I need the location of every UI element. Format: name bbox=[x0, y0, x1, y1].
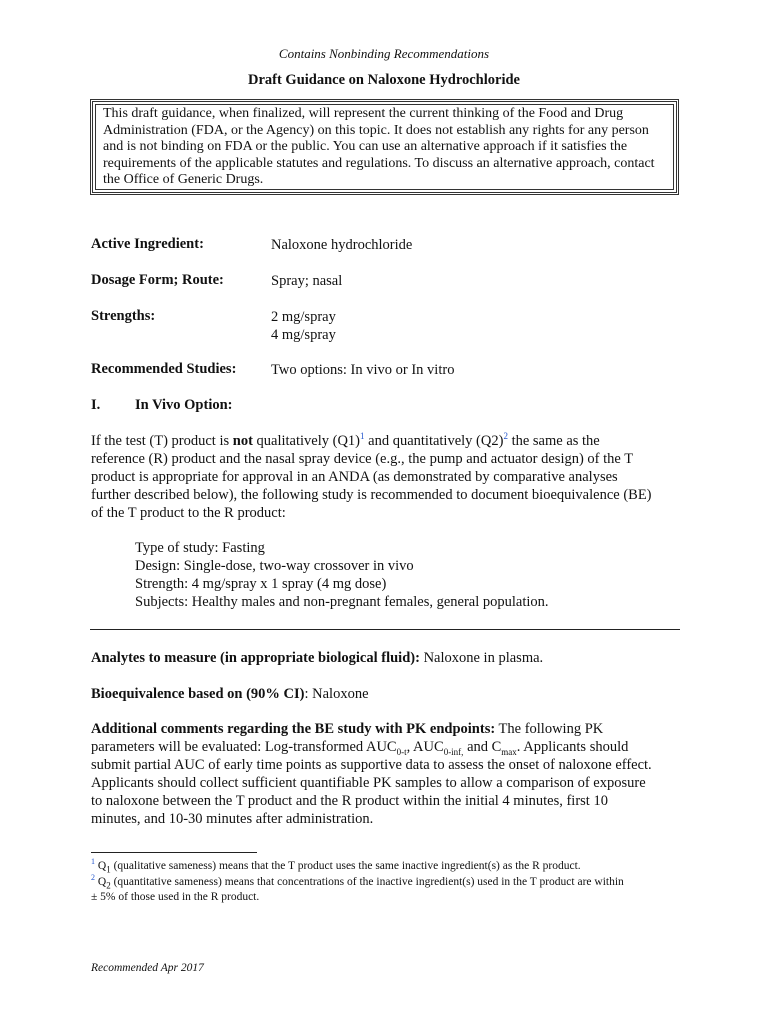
paragraph-line: product is appropriate for approval in an ANDA (as demonstrated by comparative analyses bbox=[91, 469, 618, 485]
active-ingredient-value: Naloxone hydrochloride bbox=[271, 237, 413, 253]
dosage-form-value: Spray; nasal bbox=[271, 273, 343, 289]
paragraph-line: If the test (T) product is not qualitatively $(Q1)^1$ and quantitatively $(Q2)^2$ the same as the bbox=[91, 431, 600, 449]
recommended-studies-value: Two options: In vivo or In vitro bbox=[271, 362, 455, 378]
study-item: Type of study: Fasting bbox=[135, 540, 265, 556]
footnote-ref-1[interactable]: 1 bbox=[360, 431, 365, 442]
section-title: In Vivo Option: bbox=[135, 397, 233, 413]
paragraph-line: Applicants should collect sufficient quantifiable PK samples to allow a comparison of exposure bbox=[91, 775, 646, 791]
paragraph-line: to naloxone between the T product and the R product within the initial 4 minutes, first 10 bbox=[91, 793, 608, 809]
paragraph-line: reference (R) product and the nasal spray device (e.g., the pump and actuator design) of the T bbox=[91, 451, 634, 467]
analytes-line bbox=[91, 649, 681, 667]
disclaimer-line: and is not binding on FDA or the public. You can use an alternative approach if it satisfies the bbox=[103, 139, 628, 154]
paragraph-line: Additional comments regarding the BE study with PK endpoints: The following PK bbox=[91, 721, 604, 737]
study-item: Design: Single-dose, two-way crossover in vivo bbox=[135, 558, 414, 574]
strength-item: 2 mg/spray bbox=[271, 309, 336, 325]
disclaimer-text bbox=[103, 106, 663, 189]
paragraph-line: parameters will be evaluated: Log-transformed $AUC_{0-t}$, $AUC_{0-inf,}$ and $C_{max}$. Applicants should bbox=[91, 739, 629, 757]
page-footer: Recommended Apr 2017 bbox=[91, 962, 204, 974]
strengths-label: Strengths: bbox=[91, 308, 156, 324]
paragraph-line: minutes, and 10-30 minutes after administration. bbox=[91, 811, 374, 827]
study-design-list bbox=[135, 539, 549, 611]
disclaimer-line: the Office of Generic Drugs. bbox=[103, 172, 264, 187]
section-number: I. bbox=[91, 397, 101, 413]
disclaimer-line: requirements of the applicable statutes and regulations. To discuss an alternative approach, contact bbox=[103, 155, 655, 171]
paragraph-line: of the T product to the R product: bbox=[91, 505, 286, 521]
footnote-2: $^2$ $Q_2$ (quantitative sameness) means that concentrations of the inactive ingredient(s) used in the T product are within ± 5% of those used in the R product. bbox=[91, 873, 624, 903]
study-item: Strength: 4 mg/spray x 1 spray (4 mg dose) bbox=[135, 576, 387, 592]
footnote-number: 2 bbox=[91, 873, 95, 883]
recommended-studies-label: Recommended Studies: bbox=[91, 361, 237, 377]
bioequivalence-label: Bioequivalence based on (90% CI) bbox=[91, 686, 305, 702]
disclaimer-line: This draft guidance, when finalized, will represent the current thinking of the Food and Drug bbox=[103, 106, 624, 121]
in-vivo-paragraph bbox=[91, 432, 681, 522]
footnote-rule bbox=[91, 852, 257, 853]
study-item: Subjects: Healthy males and non-pregnant females, general population. bbox=[135, 594, 549, 610]
document-title: Draft Guidance on Naloxone Hydrochloride bbox=[247, 72, 520, 88]
paragraph-line: further described below), the following study is recommended to document bioequivalence (BE) bbox=[91, 487, 652, 503]
additional-comments bbox=[91, 720, 681, 828]
bioequivalence-line bbox=[91, 685, 681, 703]
paragraph-line: submit partial AUC of early time points as supportive data to assess the onset of naloxone effect. bbox=[91, 757, 652, 773]
additional-label: Additional comments regarding the BE study with PK endpoints: bbox=[91, 721, 496, 737]
disclaimer-line: Administration (FDA, or the Agency) on this topic. It does not establish any rights for any person bbox=[103, 122, 649, 138]
emphasis-not: not bbox=[232, 433, 253, 449]
analytes-value: Naloxone in plasma. bbox=[419, 650, 544, 666]
footnote-ref-2[interactable]: 2 bbox=[503, 431, 508, 442]
bioequivalence-value: : Naloxone bbox=[304, 686, 369, 702]
active-ingredient-label: Active Ingredient: bbox=[91, 236, 204, 252]
header-note: Contains Nonbinding Recommendations bbox=[278, 46, 490, 61]
footnote-number: 1 bbox=[91, 857, 95, 867]
dosage-form-label: Dosage Form; Route: bbox=[91, 272, 224, 288]
section-divider bbox=[90, 629, 680, 630]
analytes-label: Analytes to measure (in appropriate biological fluid): bbox=[91, 650, 420, 666]
footnote-1: $^1$ $Q_1$ (qualitative sameness) means that the T product uses the same inactive ingredient(s) as the R product. bbox=[91, 857, 581, 875]
strengths-value bbox=[271, 308, 336, 344]
strength-item: 4 mg/spray bbox=[271, 327, 336, 343]
